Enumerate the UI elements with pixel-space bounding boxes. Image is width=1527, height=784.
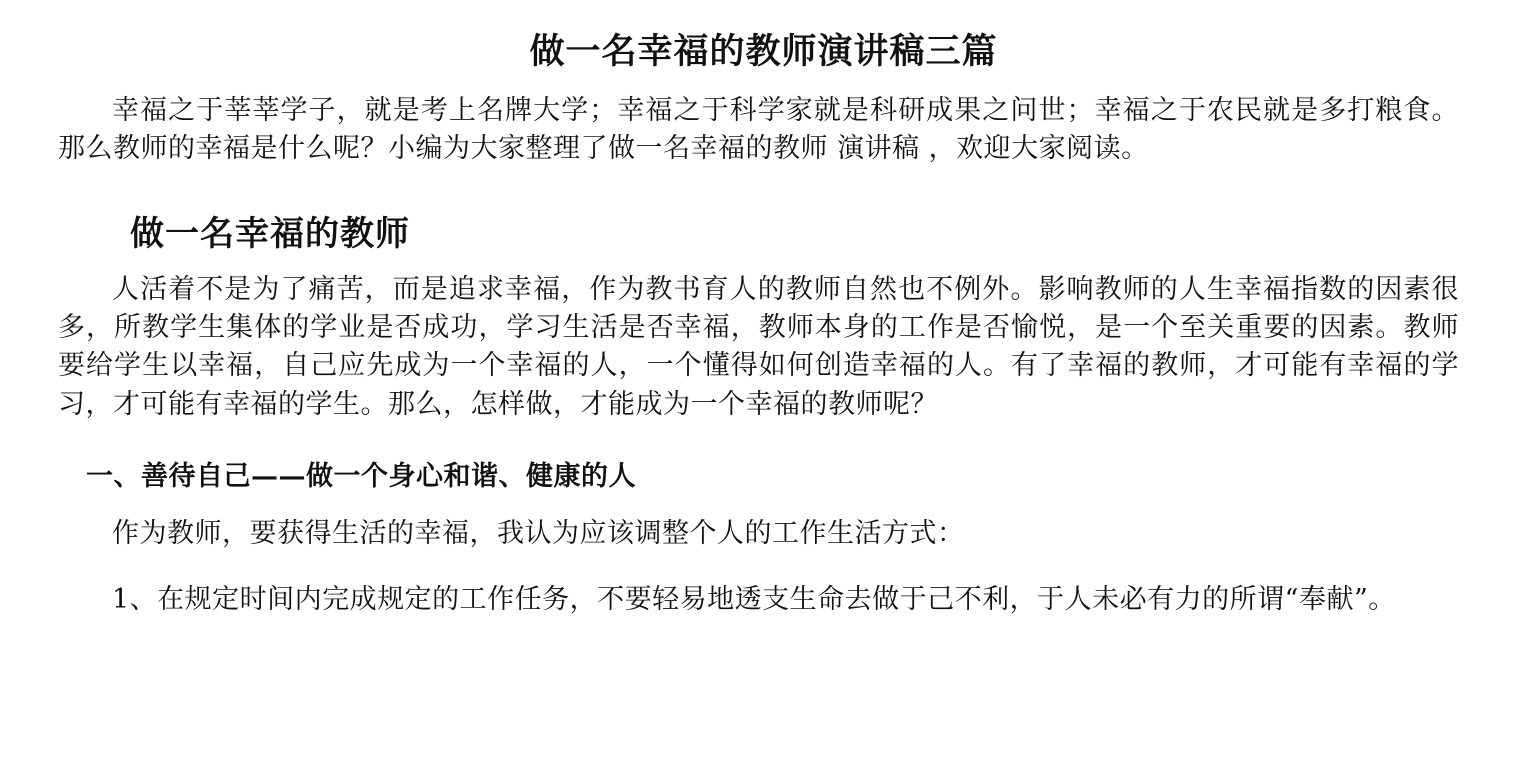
paragraph-three: 1、在规定时间内完成规定的工作任务，不要轻易地透支生命去做于己不利，于人未必有力的所谓“奉献”。 bbox=[112, 584, 1396, 616]
sub-heading-one: 一、善待自己——做一个身心和谐、健康的人 bbox=[86, 460, 636, 492]
body-paragraph: 人活着不是为了痛苦，而是追求幸福，作为教书育人的教师自然也不例外。影响教师的人生幸福指数的因素很多，所教学生集体的学业是否成功，学习生活是否幸福，教师本身的工作是否愉悦，是一个至关重要的因素。教师要给学生以幸福，自己应先成为一个幸福的人，一个懂得如何创造幸福的人。有了幸福的教师，才可能有幸福的学习，才可能有幸福的学生。那么，怎样做，才能成为一个幸福的教师呢？ bbox=[58, 273, 1459, 420]
intro-paragraph: 幸福之于莘莘学子，就是考上名牌大学；幸福之于科学家就是科研成果之问世；幸福之于农民就是多打粮食。那么教师的幸福是什么呢？小编为大家整理了做一名幸福的教师 演讲稿 ，欢迎大家阅读。 bbox=[58, 94, 1459, 165]
page-title: 做一名幸福的教师演讲稿三篇 bbox=[529, 31, 998, 72]
paragraph-two: 作为教师，要获得生活的幸福，我认为应该调整个人的工作生活方式： bbox=[112, 517, 965, 549]
section-title: 做一名幸福的教师 bbox=[130, 214, 410, 255]
